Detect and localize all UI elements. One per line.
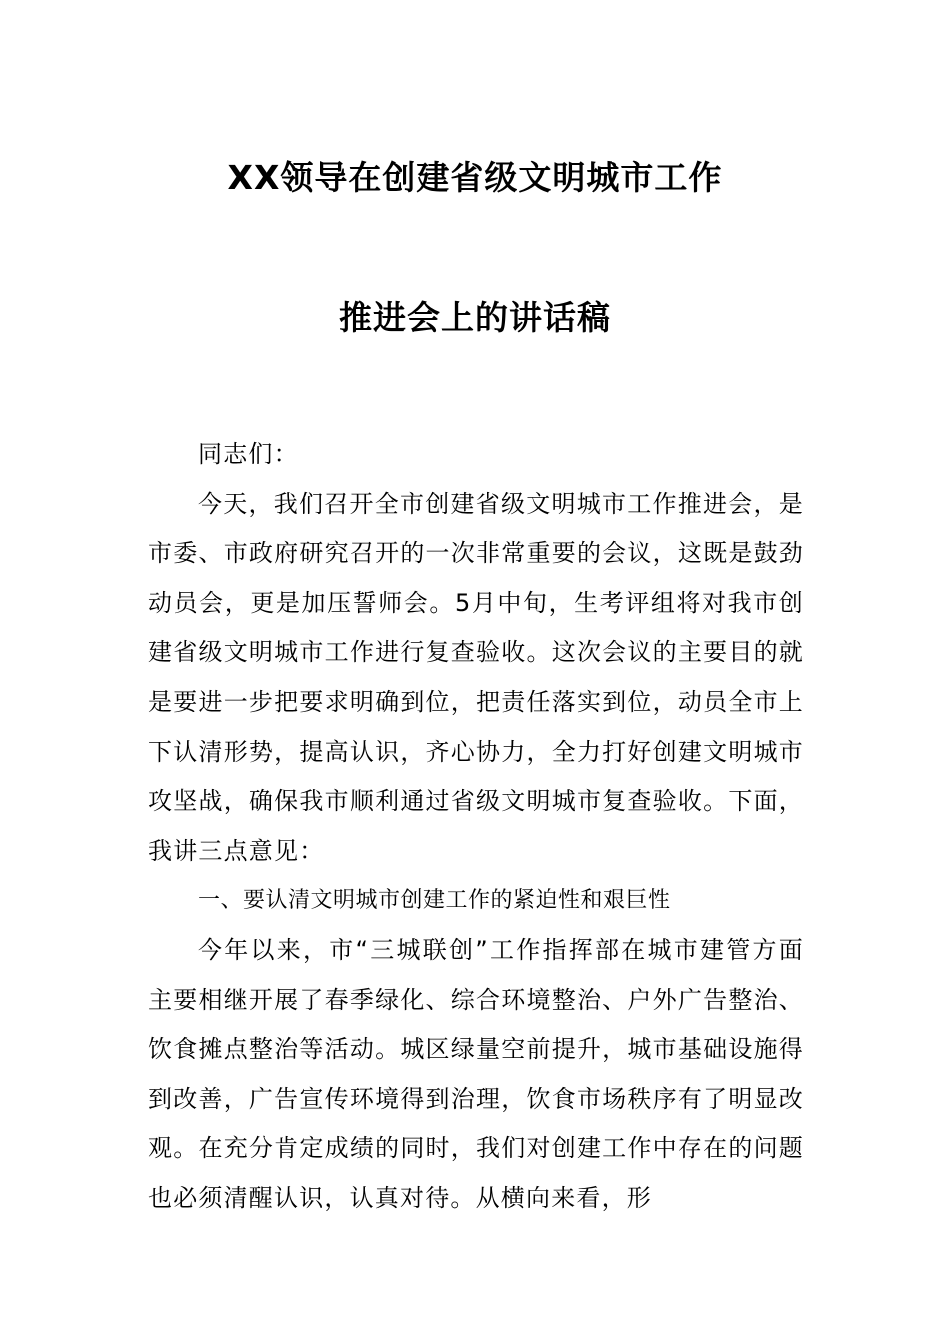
salutation: 同志们： xyxy=(198,440,299,468)
document-title-line-2: 推进会上的讲话稿 xyxy=(339,298,611,337)
paragraph-opening: 今天，我们召开全市创建省级文明城市工作推进会，是市委、市政府研究召开的一次非常重要的会议，这既是鼓劲动员会，更是加压誓师会。5月中旬，生考评组将对我市创建省级文明城市工作进行复查验收。这次会议的主要目的就是要进一步把要求明确到位，把责任落实到位，动员全市上下认清形势，提高认识，齐心协力，全力打好创建文明城市攻坚战，确保我市顺利通过省级文明城市复查验收。下面，我讲三点意见： xyxy=(148,489,804,865)
document-body xyxy=(148,430,804,1224)
paragraph-progress: 今年以来，市“三城联创”工作指挥部在城市建管方面主要相继开展了春季绿化、综合环境整治、户外广告整治、饮食摊点整治等活动。城区绿量空前提升，城市基础设施得到改善，广告宣传环境得到治理，饮食市场秩序有了明显改观。在充分肯定成绩的同时，我们对创建工作中存在的问题也必须清醒认识，认真对待。从横向来看，形 xyxy=(148,935,804,1212)
section-heading-1: 一、要认清文明城市创建工作的紧迫性和艰巨性 xyxy=(198,888,671,914)
document-title-line-1: XX领导在创建省级文明城市工作 xyxy=(227,158,723,197)
